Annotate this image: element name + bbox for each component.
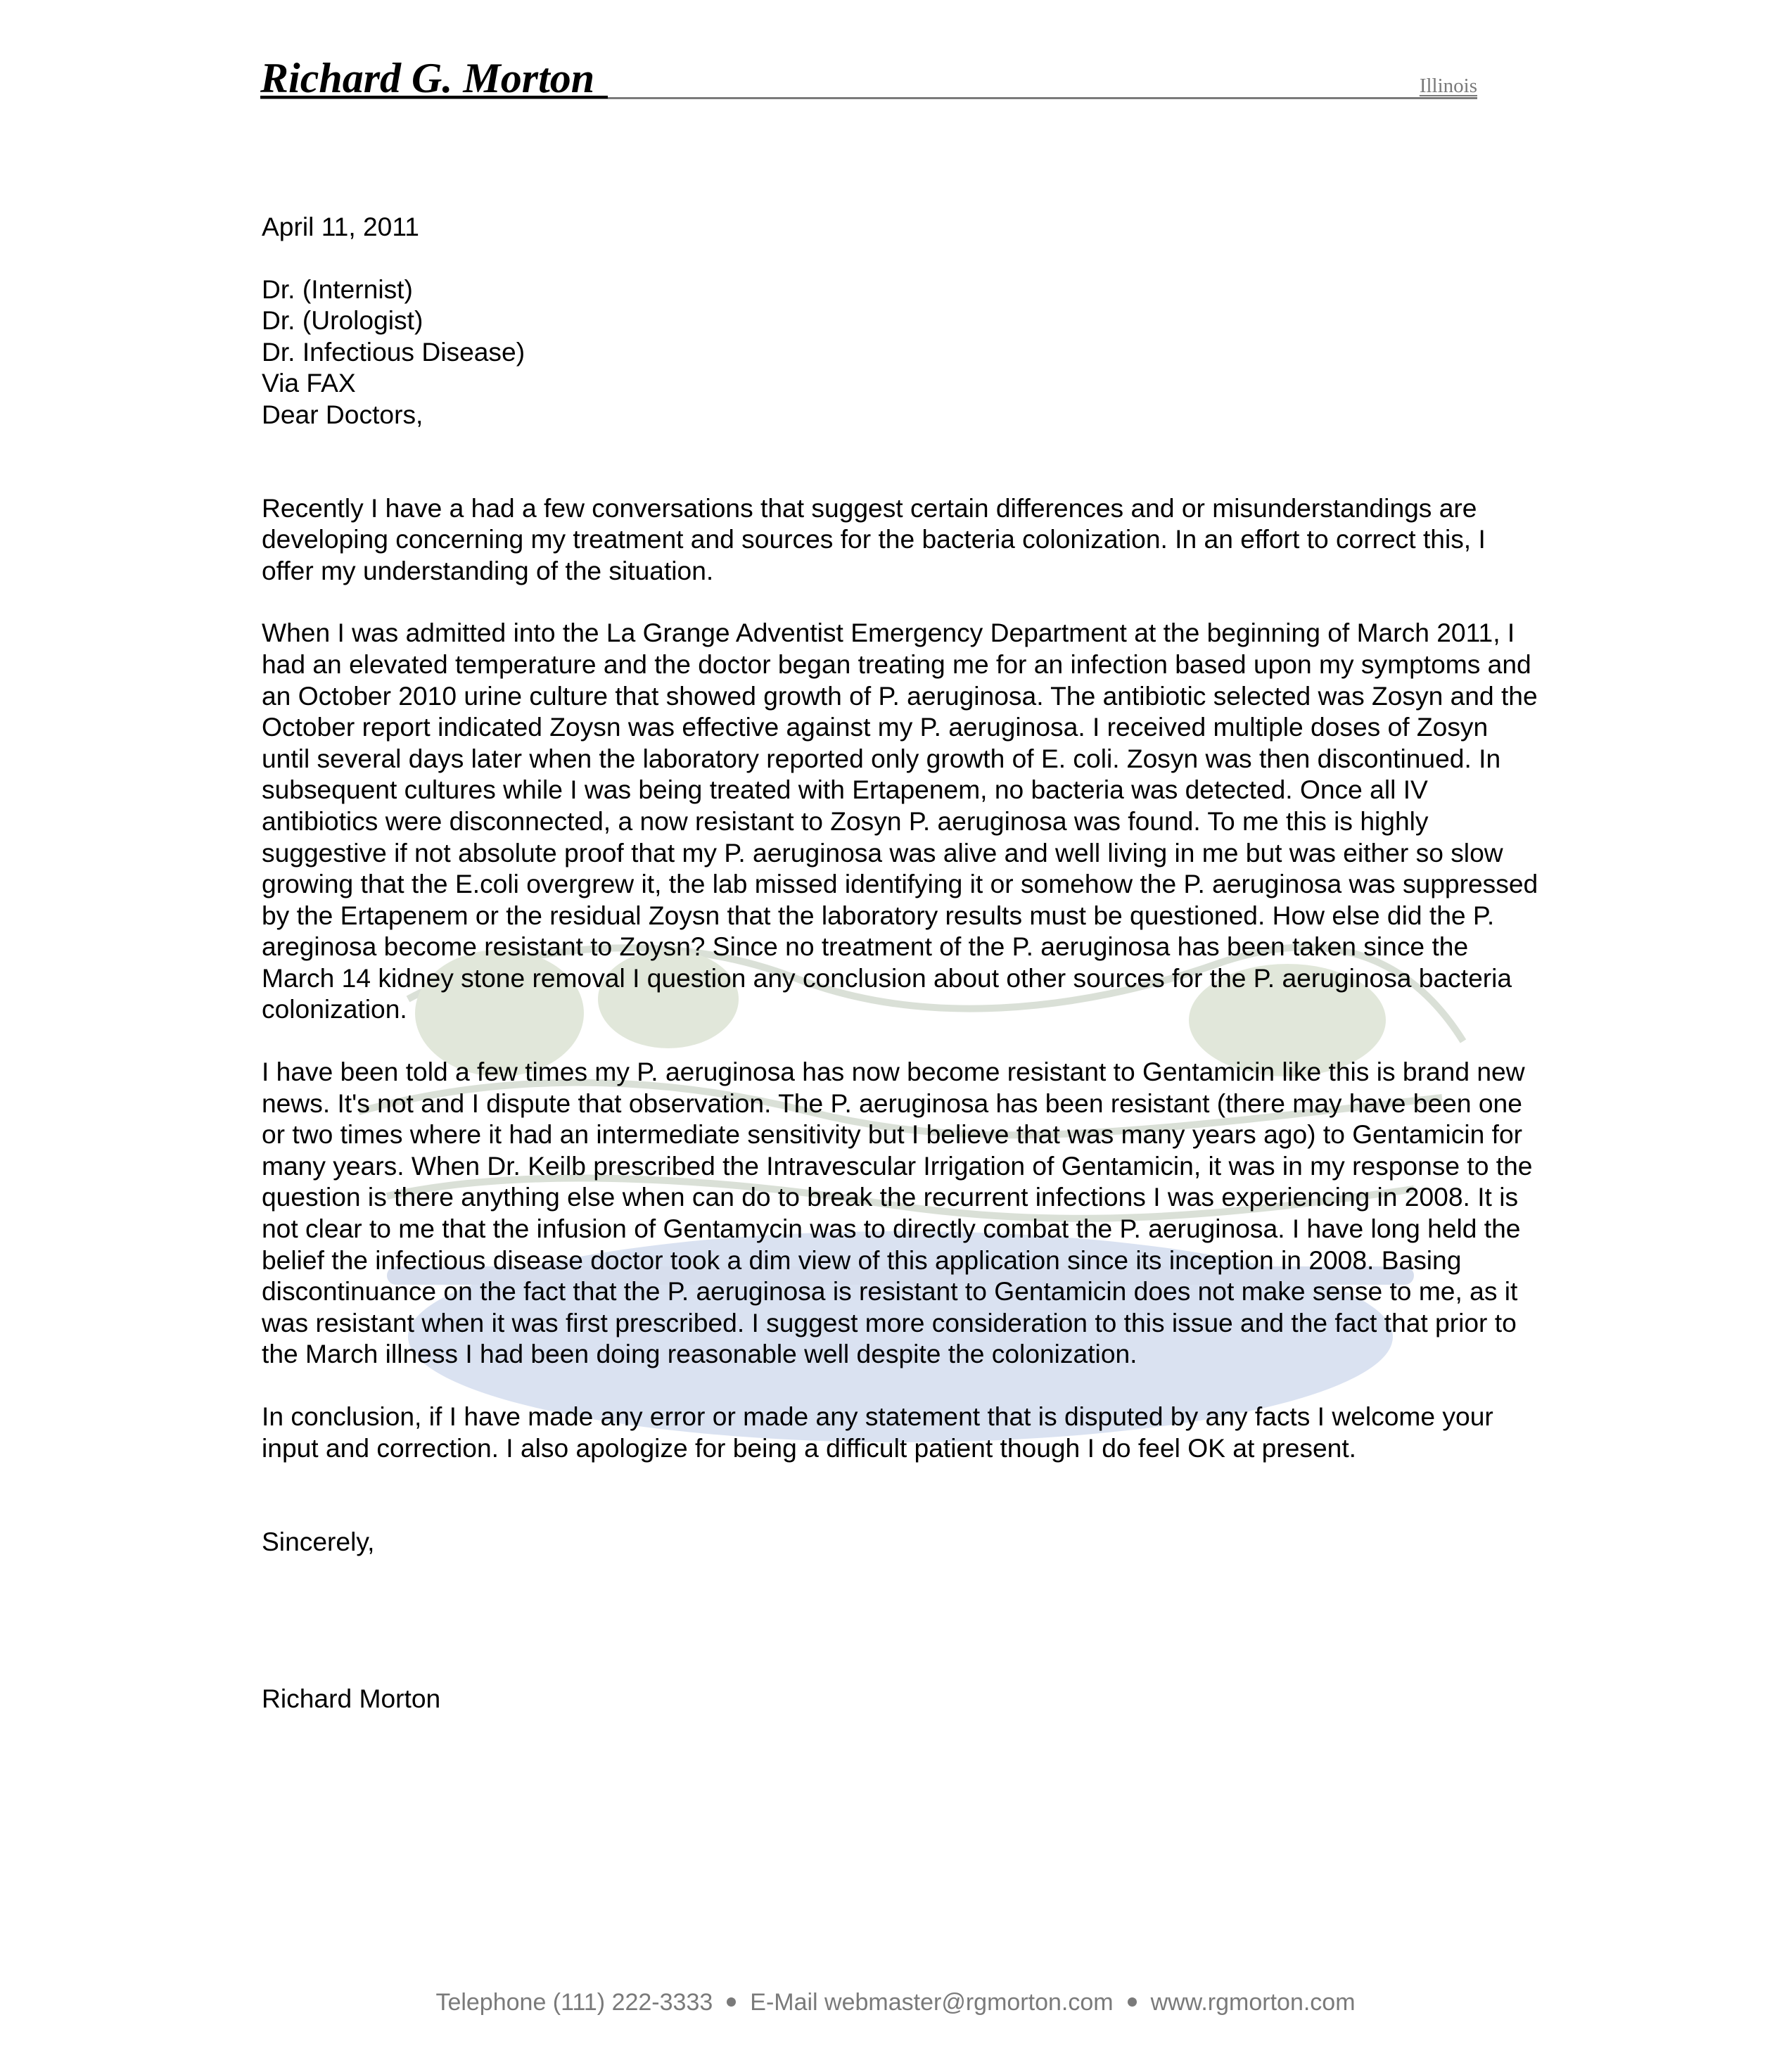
bullet-icon [727, 1997, 736, 2007]
footer-contact [0, 1988, 1791, 2016]
recipient-infectious-disease: Dr. Infectious Disease) [262, 336, 525, 367]
paragraph-conclusion: In conclusion, if I have made any error or made any statement that is disputed by any facts I welcome your input and correction. I also apologize for being a difficult patient though I do feel OK at present. [262, 1402, 1493, 1463]
footer-email: E-Mail webmaster@rgmorton.com [750, 1989, 1114, 2016]
salutation: Dear Doctors, [262, 399, 423, 429]
letterhead-name: Richard G. Morton [260, 55, 595, 101]
letterhead [260, 55, 1477, 104]
paragraph-intro: Recently I have a had a few conversations that suggest certain differences and or misunderstandings are developing concerning my treatment and sources for the bacteria colonization. In an effort to correct this, I offer my understanding of the situation. [262, 492, 1486, 585]
signature-name: Richard Morton [262, 1683, 441, 1713]
recipient-list [262, 274, 1542, 368]
paragraph-admission: When I was admitted into the La Grange Adventist Emergency Department at the beginning of March 2011, I had an elevated temperature and the doctor began treating me for an infection based upon my symptoms and an October 2010 urine culture that showed growth of P. aeruginosa. The antibiotic selected was Zosyn and the October report indicated Zoysn was effective against my P. aeruginosa. I received multiple doses of Zosyn until several days later when the laboratory reported only growth of E. coli. Zosyn was then discontinued. In subsequent cultures while I was being treated with Ertapenem, no bacteria was detected. Once all IV antibiotics were disconnected, a now resistant to Zosyn P. aeruginosa was found. To me this is highly suggestive if not absolute proof that my P. aeruginosa was alive and well living in me but was either so slow growing that the E.coli overgrew it, the lab missed identifying it or somehow the P. aeruginosa was suppressed by the Ertapenem or the residual Zoysn that the laboratory results must be questioned. How else did the P. areginosa become resistant to Zoysn? Since no treatment of the P. aeruginosa has been taken since the March 14 kidney stone removal I question any conclusion about other sources for the P. aeruginosa bacteria colonization. [262, 618, 1538, 1024]
closing: Sincerely, [262, 1527, 375, 1557]
letterhead-state: Illinois [1419, 75, 1477, 97]
footer-telephone: Telephone (111) 222-3333 [435, 1989, 713, 2016]
paragraph-gentamicin: I have been told a few times my P. aeruginosa has now become resistant to Gentamicin like this is brand new news. It's not and I dispute that observation. The P. aeruginosa has been resistant (there may have been one or two times where it had an intermediate sensitivity but I believe that was many years ago) to Gentamicin for many years. When Dr. Keilb prescribed the Intravescular Irrigation of Gentamicin, it was in my response to the question is there anything else when can do to break the recurrent infections I was experiencing in 2008. It is not clear to me that the infusion of Gentamycin was to directly combat the P. aeruginosa. I have long held the belief the infectious disease doctor took a dim view of this application since its inception in 2008. Basing discontinuance on the fact that the P. aeruginosa is resistant to Gentamicin does not make sense to me, as it was resistant when it was first prescribed. I suggest more consideration to this issue and the fact that prior to the March illness I had been doing reasonable well despite the colonization. [262, 1057, 1533, 1369]
letter-body [262, 211, 1542, 1714]
letter-date: April 11, 2011 [262, 212, 419, 241]
recipient-internist: Dr. (Internist) [262, 274, 413, 304]
footer-website: www.rgmorton.com [1150, 1989, 1356, 2016]
bullet-icon [1128, 1997, 1137, 2007]
delivery-method: Via FAX [262, 368, 356, 398]
letterhead-name-underline [260, 96, 608, 98]
recipient-urologist: Dr. (Urologist) [262, 305, 423, 336]
